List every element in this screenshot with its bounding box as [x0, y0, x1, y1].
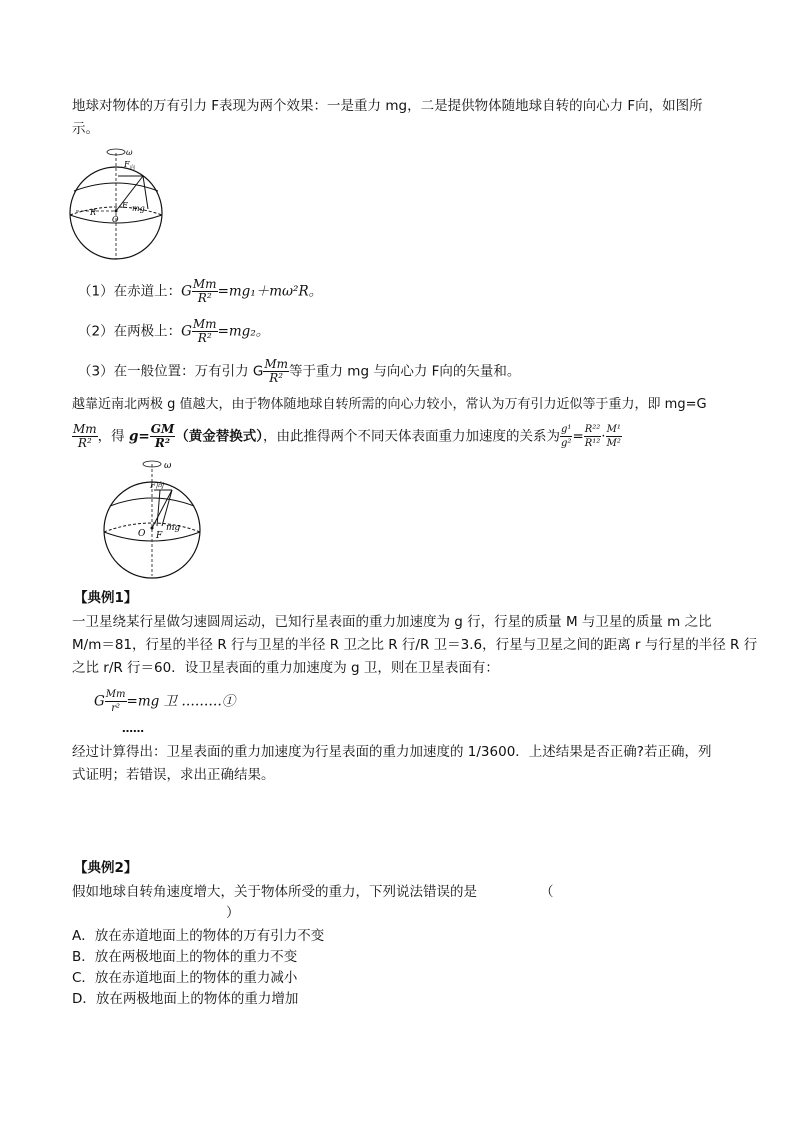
- gravity-force-label-1: F: [122, 201, 128, 210]
- option-d: D．放在两极地面上的物体的重力增加: [72, 991, 299, 1007]
- centripetal-force-label-2: F向: [150, 481, 164, 490]
- option-a: A．放在赤道地面上的物体的万有引力不变: [72, 928, 325, 944]
- omega-label-1: ω: [126, 148, 133, 157]
- item-poles: （2）在两极上：G $\frac{Mm}{\text{R²}}$ =mg₂。: [78, 317, 270, 345]
- option-c: C．放在赤道地面上的物体的重力减小: [72, 970, 298, 986]
- example1-formula: G $\frac{Mm}{\text{r²}}$ =mg 卫 ………①: [94, 689, 236, 714]
- example1-title: 【典例1】: [74, 590, 138, 606]
- weight-label-2: mg: [166, 523, 181, 533]
- item-equator: （1）在赤道上：G $\frac{Mm}{\text{R²}}$ =mg₁＋mω²R。: [78, 277, 323, 305]
- example1-line-2: M/m＝81，行星的半径 R 行与卫星的半径 R 卫之比 R 行/R 卫＝3.6，行星与卫星之间的距离 r 与行星的半径 R 行: [72, 637, 758, 653]
- para2-line-2: $\frac{Mm}{\text{R²}}$ ，得 g= $\frac{GM}{\text{R²}}$ （黄金替换式），由此推得两个不同天体表面重力加速度的关系为 $\frac{\text{g¹}}{\text{g²}}$ = $\frac{\text{R²²}}{\text{R¹²}}$ · $\frac{\text{M¹}}{\text{M²}}$: [73, 422, 621, 450]
- gravity-force-label-2: F: [156, 531, 163, 541]
- example1-line-1: 一卫星绕某行星做匀速圆周运动，已知行星表面的重力加速度为 g 行，行星的质量 M 与卫星的质量 m 之比: [72, 614, 712, 630]
- earth-force-diagram-2: [100, 456, 204, 580]
- example2-question: 假如地球自转角速度增大，关于物体所受的重力，下列说法错误的是: [72, 884, 477, 900]
- center-label-1: O: [112, 215, 119, 224]
- earth-force-diagram-1: [68, 145, 168, 263]
- item-general: （3）在一般位置：万有引力 G $\frac{Mm}{\text{R²}}$ 等于重力 mg 与向心力 F向的矢量和。: [78, 357, 521, 385]
- centripetal-sub-label-1: 向: [130, 165, 136, 171]
- intro-line-1: 地球对物体的万有引力 F表现为两个效果：一是重力 mg，二是提供物体随地球自转的向心力 F向，如图所: [72, 98, 703, 114]
- para2-line-1: 越靠近南北两极 g 值越大，由于物体随地球自转所需的向心力较小，常认为万有引力近似等于重力，即 mg=G: [72, 397, 707, 412]
- example1-line-5: 式证明；若错误，求出正确结果。: [72, 767, 275, 783]
- radius-label-1: R: [90, 208, 97, 217]
- example1-ellipsis: ……: [122, 722, 144, 735]
- weight-label-1: mg: [132, 204, 145, 213]
- omega-label-2: ω: [164, 461, 172, 471]
- center-label-2: O: [138, 529, 146, 539]
- example1-line-3: 之比 r/R 行＝60．设卫星表面的重力加速度为 g 卫，则在卫星表面有：: [72, 660, 499, 676]
- centripetal-force-label-1: F: [124, 160, 130, 169]
- example2-title: 【典例2】: [74, 860, 138, 876]
- intro-line-2: 示。: [72, 121, 99, 137]
- answer-paren-close: ）: [226, 905, 240, 921]
- option-b: B．放在两极地面上的物体的重力不变: [72, 949, 298, 965]
- example1-line-4: 经过计算得出：卫星表面的重力加速度为行星表面的重力加速度的 1/3600．上述结果是否正确?若正确，列: [72, 744, 712, 760]
- answer-paren-open: （: [540, 884, 554, 900]
